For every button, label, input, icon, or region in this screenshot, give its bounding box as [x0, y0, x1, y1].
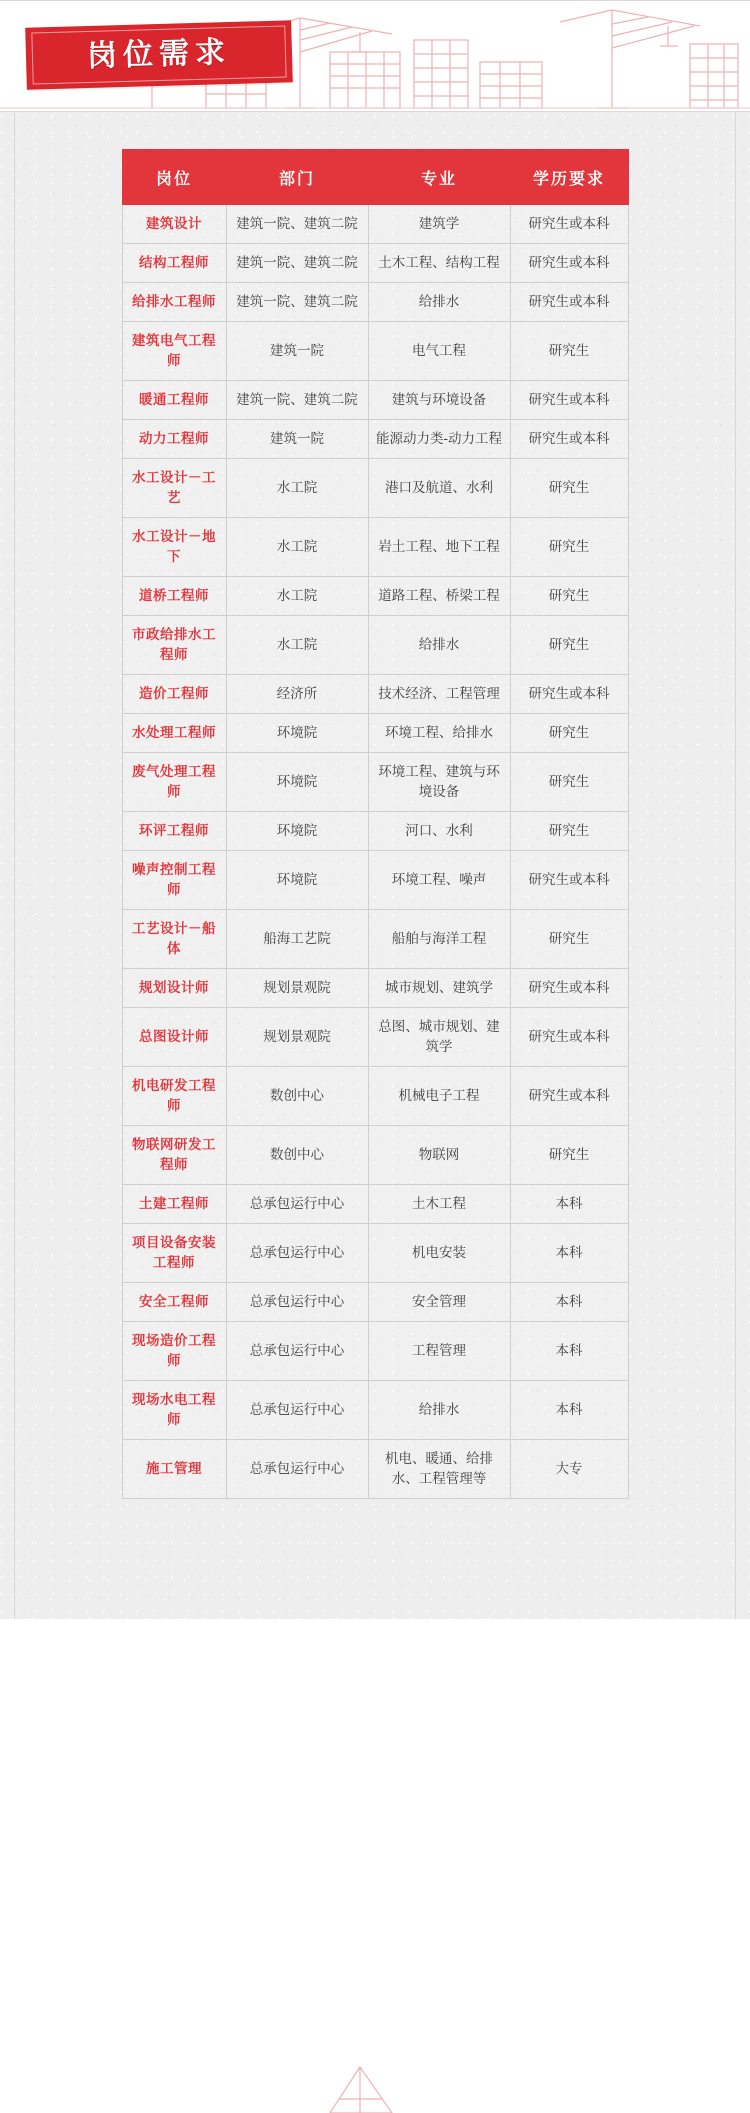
cell-major: 环境工程、建筑与环境设备: [368, 753, 510, 812]
table-row: [122, 1126, 628, 1185]
cell-major: 电气工程: [368, 322, 510, 381]
table-row: [122, 1322, 628, 1381]
cell-post: 结构工程师: [122, 244, 226, 283]
cell-dept: 建筑一院: [226, 322, 368, 381]
cell-degree: 本科: [510, 1381, 628, 1440]
cell-major: 物联网: [368, 1126, 510, 1185]
table-row: [122, 1008, 628, 1067]
cell-dept: 总承包运行中心: [226, 1322, 368, 1381]
cell-degree: 研究生: [510, 459, 628, 518]
cell-degree: 研究生或本科: [510, 283, 628, 322]
cell-major: 船舶与海洋工程: [368, 910, 510, 969]
left-rule: [14, 112, 15, 1619]
cell-dept: 水工院: [226, 577, 368, 616]
cell-major: 岩土工程、地下工程: [368, 518, 510, 577]
cell-post: 造价工程师: [122, 675, 226, 714]
cell-post: 总图设计师: [122, 1008, 226, 1067]
cell-degree: 大专: [510, 1440, 628, 1499]
table-row: [122, 1067, 628, 1126]
table-row: [122, 420, 628, 459]
cell-major: 机电、暖通、给排水、工程管理等: [368, 1440, 510, 1499]
cell-dept: 规划景观院: [226, 1008, 368, 1067]
cell-major: 港口及航道、水利: [368, 459, 510, 518]
table-row: [122, 812, 628, 851]
cell-degree: 研究生: [510, 616, 628, 675]
cell-post: 噪声控制工程师: [122, 851, 226, 910]
content-area: [0, 112, 750, 1619]
cell-major: 城市规划、建筑学: [368, 969, 510, 1008]
cell-post: 水工设计－地下: [122, 518, 226, 577]
cell-post: 规划设计师: [122, 969, 226, 1008]
cell-degree: 本科: [510, 1224, 628, 1283]
cell-post: 道桥工程师: [122, 577, 226, 616]
cell-post: 给排水工程师: [122, 283, 226, 322]
cell-dept: 建筑一院、建筑二院: [226, 244, 368, 283]
cell-dept: 建筑一院、建筑二院: [226, 283, 368, 322]
column-header-major: 专业: [368, 150, 510, 205]
cell-major: 道路工程、桥梁工程: [368, 577, 510, 616]
cell-dept: 规划景观院: [226, 969, 368, 1008]
cell-dept: 环境院: [226, 812, 368, 851]
cell-degree: 研究生或本科: [510, 205, 628, 244]
cell-major: 环境工程、噪声: [368, 851, 510, 910]
column-header-degree: 学历要求: [510, 150, 628, 205]
banner-top-rule: [0, 0, 750, 1]
table-header-row: [122, 150, 628, 205]
cell-major: 河口、水利: [368, 812, 510, 851]
table-row: [122, 1283, 628, 1322]
cell-major: 建筑学: [368, 205, 510, 244]
table-row: [122, 283, 628, 322]
cell-dept: 建筑一院、建筑二院: [226, 205, 368, 244]
cell-degree: 研究生: [510, 518, 628, 577]
cell-degree: 本科: [510, 1322, 628, 1381]
cell-post: 市政给排水工程师: [122, 616, 226, 675]
cell-major: 给排水: [368, 616, 510, 675]
cell-degree: 研究生或本科: [510, 675, 628, 714]
cell-post: 建筑设计: [122, 205, 226, 244]
footer-illustration: [0, 2043, 750, 2113]
cell-major: 总图、城市规划、建筑学: [368, 1008, 510, 1067]
cell-major: 给排水: [368, 1381, 510, 1440]
cell-post: 项目设备安装工程师: [122, 1224, 226, 1283]
cell-dept: 总承包运行中心: [226, 1440, 368, 1499]
cell-post: 现场造价工程师: [122, 1322, 226, 1381]
right-rule: [735, 112, 736, 1619]
table-row: [122, 1224, 628, 1283]
cell-degree: 研究生或本科: [510, 244, 628, 283]
cell-post: 土建工程师: [122, 1185, 226, 1224]
table-row: [122, 244, 628, 283]
cell-post: 安全工程师: [122, 1283, 226, 1322]
cell-degree: 研究生: [510, 714, 628, 753]
cell-major: 安全管理: [368, 1283, 510, 1322]
cell-degree: 研究生: [510, 322, 628, 381]
table-row: [122, 381, 628, 420]
cell-dept: 总承包运行中心: [226, 1283, 368, 1322]
table-row: [122, 675, 628, 714]
cell-post: 机电研发工程师: [122, 1067, 226, 1126]
cell-post: 暖通工程师: [122, 381, 226, 420]
cell-degree: 研究生: [510, 910, 628, 969]
cell-post: 现场水电工程师: [122, 1381, 226, 1440]
cell-degree: 研究生或本科: [510, 420, 628, 459]
column-header-post: 岗位: [122, 150, 226, 205]
cell-degree: 研究生: [510, 812, 628, 851]
cell-degree: 研究生或本科: [510, 1008, 628, 1067]
cell-degree: 本科: [510, 1185, 628, 1224]
cell-post: 工艺设计－船体: [122, 910, 226, 969]
table-row: [122, 205, 628, 244]
cell-degree: 本科: [510, 1283, 628, 1322]
cell-major: 机械电子工程: [368, 1067, 510, 1126]
header-banner: [0, 0, 750, 112]
cell-degree: 研究生或本科: [510, 851, 628, 910]
cell-dept: 数创中心: [226, 1067, 368, 1126]
cell-major: 建筑与环境设备: [368, 381, 510, 420]
job-requirements-table: [122, 149, 629, 1499]
table-row: [122, 753, 628, 812]
cell-dept: 总承包运行中心: [226, 1224, 368, 1283]
cell-degree: 研究生: [510, 577, 628, 616]
table-row: [122, 518, 628, 577]
cell-dept: 环境院: [226, 753, 368, 812]
cell-post: 环评工程师: [122, 812, 226, 851]
table-row: [122, 969, 628, 1008]
cell-major: 给排水: [368, 283, 510, 322]
cell-post: 建筑电气工程师: [122, 322, 226, 381]
cell-post: 物联网研发工程师: [122, 1126, 226, 1185]
cell-major: 环境工程、给排水: [368, 714, 510, 753]
cell-major: 技术经济、工程管理: [368, 675, 510, 714]
cell-major: 土木工程: [368, 1185, 510, 1224]
table-row: [122, 459, 628, 518]
cell-degree: 研究生: [510, 1126, 628, 1185]
cell-post: 动力工程师: [122, 420, 226, 459]
cell-dept: 总承包运行中心: [226, 1381, 368, 1440]
table-row: [122, 1440, 628, 1499]
cell-post: 废气处理工程师: [122, 753, 226, 812]
page-title-plate: [25, 20, 293, 89]
column-header-dept: 部门: [226, 150, 368, 205]
table-row: [122, 577, 628, 616]
table-head: [122, 150, 628, 205]
cell-major: 土木工程、结构工程: [368, 244, 510, 283]
table-row: [122, 322, 628, 381]
cell-dept: 数创中心: [226, 1126, 368, 1185]
cell-post: 施工管理: [122, 1440, 226, 1499]
cell-degree: 研究生或本科: [510, 1067, 628, 1126]
cell-major: 工程管理: [368, 1322, 510, 1381]
footer-line-art: [0, 2043, 750, 2113]
cell-major: 机电安装: [368, 1224, 510, 1283]
page-title: 岗位需求: [86, 35, 232, 74]
table-row: [122, 714, 628, 753]
cell-degree: 研究生或本科: [510, 381, 628, 420]
table-row: [122, 616, 628, 675]
cell-dept: 水工院: [226, 616, 368, 675]
cell-degree: 研究生: [510, 753, 628, 812]
cell-dept: 环境院: [226, 714, 368, 753]
table-body: [122, 205, 628, 1499]
cell-post: 水工设计－工艺: [122, 459, 226, 518]
cell-dept: 环境院: [226, 851, 368, 910]
cell-dept: 建筑一院、建筑二院: [226, 381, 368, 420]
cell-dept: 总承包运行中心: [226, 1185, 368, 1224]
cell-major: 能源动力类-动力工程: [368, 420, 510, 459]
cell-degree: 研究生或本科: [510, 969, 628, 1008]
cell-dept: 经济所: [226, 675, 368, 714]
cell-dept: 水工院: [226, 518, 368, 577]
table-row: [122, 1381, 628, 1440]
cell-dept: 水工院: [226, 459, 368, 518]
cell-dept: 建筑一院: [226, 420, 368, 459]
cell-post: 水处理工程师: [122, 714, 226, 753]
table-row: [122, 1185, 628, 1224]
table-row: [122, 851, 628, 910]
table-row: [122, 910, 628, 969]
cell-dept: 船海工艺院: [226, 910, 368, 969]
